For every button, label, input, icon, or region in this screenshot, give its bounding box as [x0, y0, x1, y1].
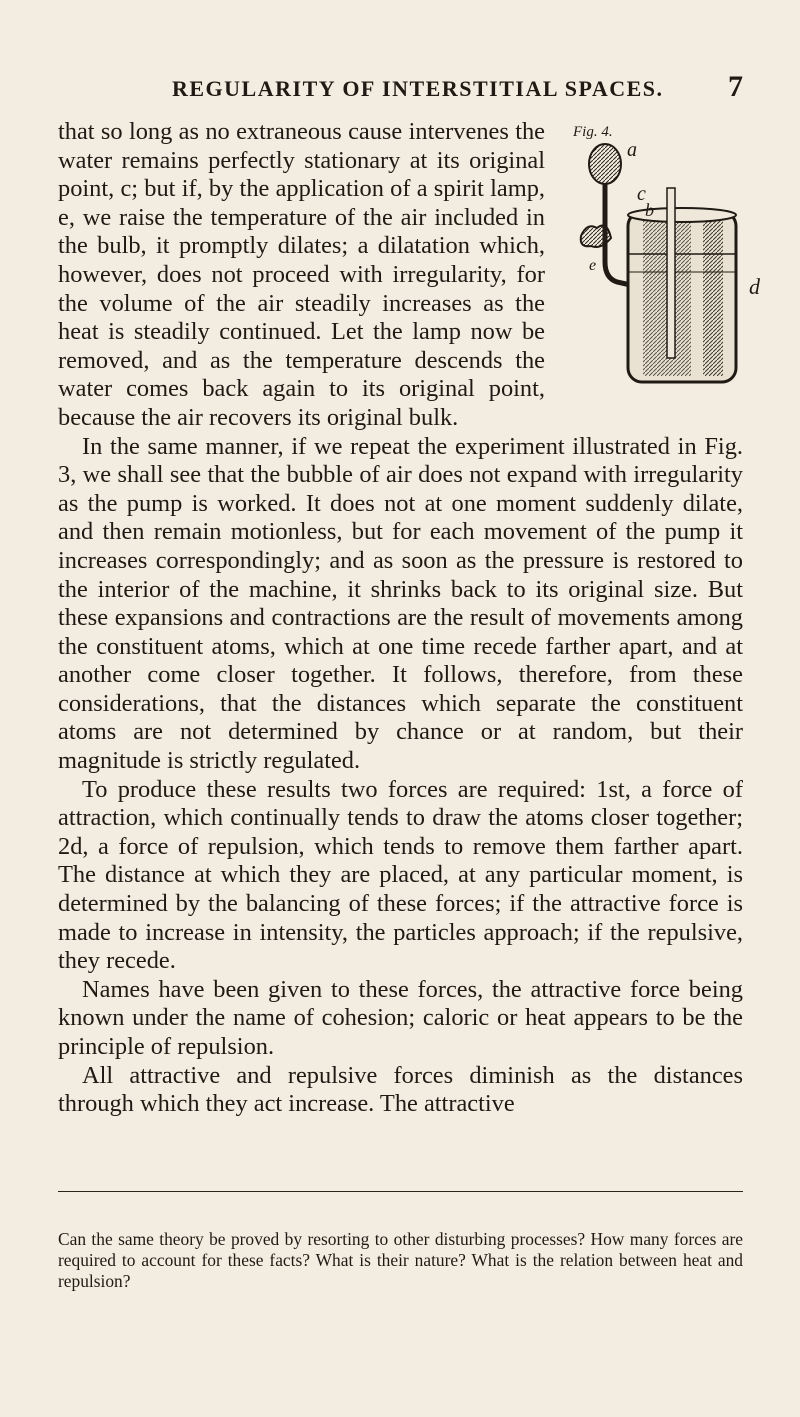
- figure-letter-b: b: [645, 200, 654, 220]
- paragraph-2: In the same manner, if we repeat the experiment illustrated in Fig. 3, we shall see that the bubble of air does not expand with irregularity as the pump is worked. It does not at one moment suddenly dilate, and then remain motionless, but for each movement of the pump it increases correspondingly; and as soon as the pressure is restored to the interior of the machine, it shrinks back to its original size. But these expansions and contractions are the result of movements among the constituent atoms, which at one time recede farther apart, and at another come closer together. It follows, therefore, from these considerations, that the distances which separate the constituent atoms are not determined by chance or at random, but their magnitude is strictly regulated.: [58, 432, 743, 775]
- figure-label: Fig. 4.: [573, 124, 613, 140]
- running-head: REGULARITY OF INTERSTITIAL SPACES.: [172, 76, 664, 101]
- figure-4: [553, 118, 773, 394]
- paragraph-5: All attractive and repulsive forces diminish as the distances through which they act increase. The attractive: [58, 1061, 743, 1118]
- paragraph-4: Names have been given to these forces, the attractive force being known under the name of cohesion; caloric or heat appears to be the principle of repulsion.: [58, 975, 743, 1060]
- body-text: [58, 118, 760, 1119]
- page-header: [150, 70, 743, 104]
- figure-letter-a: a: [627, 139, 637, 161]
- figure-letter-d: d: [749, 274, 760, 299]
- figure-letter-e: e: [589, 257, 597, 274]
- review-questions: Can the same theory be proved by resorting to other disturbing processes? How many forces are required to account for these facts? What is their nature? What is the relation between heat and repulsion?: [58, 1229, 743, 1292]
- paragraph-3: To produce these results two forces are required: 1st, a force of attraction, which continually tends to draw the atoms closer together; 2d, a force of repulsion, which tends to remove them farther apart. The distance at which they are placed, at any particular moment, is determined by the balancing of these forces; if the attractive force is made to increase in intensity, the particles approach; if the repulsive, they recede.: [58, 775, 743, 975]
- footnote-divider: [58, 1191, 743, 1192]
- figure-letter-c: c: [637, 183, 646, 205]
- page-number: 7: [728, 70, 743, 103]
- thermometer-apparatus-illustration: [553, 124, 773, 394]
- paragraph-1: that so long as no extraneous cause intervenes the water remains perfectly stationary at its original point, c; but if, by the application of a spirit lamp, e, we raise the temperature of the air included in the bulb, it promptly dilates; a dilatation which, however, does not proceed with irregularity, for the volume of the air steadily increases as the heat is steadily continued. Let the lamp now be removed, and as the temperature descends the water comes back again to its original point, because the air recovers its original bulk.: [58, 118, 545, 431]
